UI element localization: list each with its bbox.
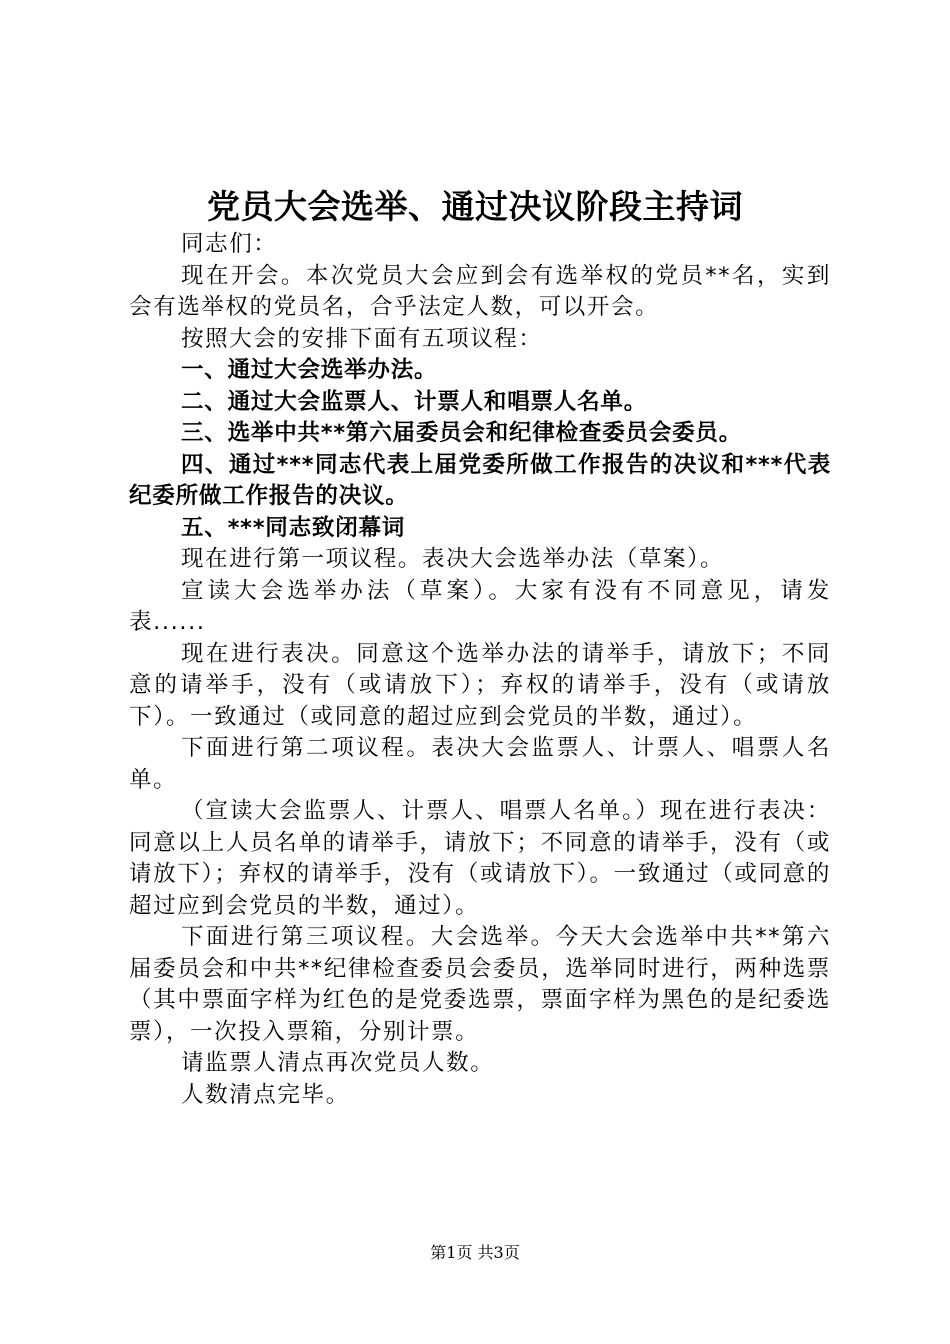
paragraph: 按照大会的安排下面有五项议程： bbox=[181, 325, 543, 352]
paragraph: 人数清点完毕。 bbox=[181, 1081, 350, 1108]
paragraph: 同志们： bbox=[181, 231, 278, 257]
paragraph: 现在进行表决。同意这个选举办法的请举手，请放下；不同意的请举手，没有（或请放下）；弃权的请举手，没有（或请放下）。一致通过（或同意的超过应到会党员的半数，通过）。 bbox=[129, 640, 831, 730]
agenda-item: 二、通过大会监票人、计票人和唱票人名单。 bbox=[181, 388, 648, 415]
document-title: 党员大会选举、通过决议阶段主持词 bbox=[207, 187, 743, 226]
paragraph: 现在开会。本次党员大会应到会有选举权的党员**名，实到会有选举权的党员名，合乎法定人数，可以开会。 bbox=[129, 262, 831, 320]
agenda-item: 四、通过***同志代表上届党委所做工作报告的决议和***代表纪委所做工作报告的决议。 bbox=[129, 451, 831, 509]
paragraph: 现在进行第一项议程。表决大会选举办法（草案）。 bbox=[181, 546, 725, 572]
paragraph: 宣读大会选举办法（草案）。大家有没有不同意见，请发表...... bbox=[129, 577, 831, 635]
document-body bbox=[129, 229, 831, 1111]
paragraph: （宣读大会监票人、计票人、唱票人名单。）现在进行表决：同意以上人员名单的请举手，请放下；不同意的请举手，没有（或请放下）；弃权的请举手，没有（或请放下）。一致通过（或同意的超过应到会党员的半数，通过）。 bbox=[129, 798, 831, 919]
agenda-item: 一、通过大会选举办法。 bbox=[181, 357, 438, 383]
paragraph: 请监票人清点再次党员人数。 bbox=[181, 1050, 495, 1076]
page-number-footer: 第1页 共3页 bbox=[430, 1243, 520, 1262]
agenda-item: 五、***同志致闭幕词 bbox=[181, 514, 406, 541]
paragraph: 下面进行第二项议程。表决大会监票人、计票人、唱票人名单。 bbox=[129, 735, 831, 793]
agenda-item: 三、选举中共**第六届委员会和纪律检查委员会委员。 bbox=[181, 420, 743, 446]
paragraph: 下面进行第三项议程。大会选举。今天大会选举中共**第六届委员会和中共**纪律检查委员会委员，选举同时进行，两种选票（其中票面字样为红色的是党委选票，票面字样为黑色的是纪委选票），一次投入票箱，分别计票。 bbox=[129, 924, 831, 1045]
